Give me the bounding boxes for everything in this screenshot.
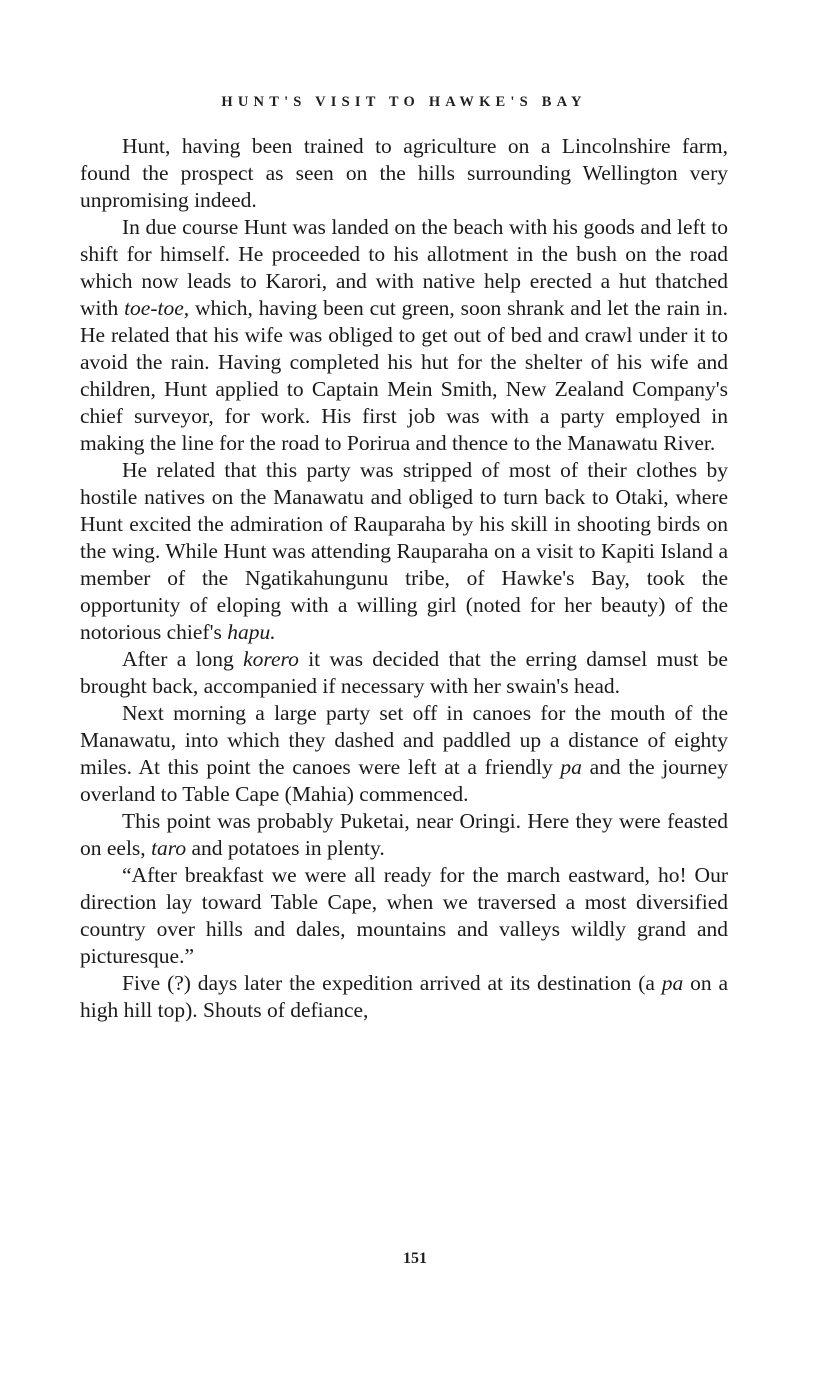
- paragraph-1: [80, 133, 728, 214]
- text-run: and potatoes in plenty.: [186, 836, 385, 860]
- text-run: After a long: [122, 647, 244, 671]
- italic-term: taro: [151, 836, 187, 860]
- paragraph-8: [80, 970, 728, 1024]
- text-run: Next morning a large party set off in canoes for the mouth of the Manawatu, into which they dashed and paddled up a distance of eighty miles. At this point the canoes were left at a friendly: [80, 701, 728, 779]
- text-run: This point was probably Puketai, near Oringi. Here they were feasted on eels,: [80, 809, 728, 860]
- italic-term: pa: [661, 971, 684, 995]
- text-run: “After breakfast we were all ready for the march eastward, ho! Our direction lay toward Table Cape, when we traversed a most diversified country over hills and dales, mountains and valleys wildly grand and picturesque.”: [80, 863, 728, 968]
- text-run: He related that this party was stripped of most of their clothes by hostile natives on the Manawatu and obliged to turn back to Otaki, where Hunt excited the admiration of Rauparaha by his skill in shooting birds on the wing. While Hunt was attending Rauparaha on a visit to Kapiti Island a member of the Ngatikahungunu tribe, of Hawke's Bay, took the opportunity of eloping with a willing girl (noted for her beauty) of the notorious chief's: [80, 458, 728, 644]
- text-run: Hunt, having been trained to agriculture on a Lincolnshire farm, found the prospect as seen on the hills surrounding Wellington very unpromising indeed.: [80, 134, 728, 212]
- book-page: [80, 94, 728, 1024]
- running-head: HUNT'S VISIT TO HAWKE'S BAY: [221, 94, 587, 110]
- italic-term: toe-toe,: [124, 296, 190, 320]
- text-run: and the journey overland to Table Cape (Mahia) commenced.: [80, 755, 728, 806]
- paragraph-5: [80, 700, 728, 808]
- text-run: In due course Hunt was landed on the beach with his goods and left to shift for himself. He proceeded to his allotment in the bush on the road which now leads to Karori, and with native help erected a hut thatched with: [80, 215, 728, 320]
- page-number: 151: [403, 1250, 427, 1267]
- paragraph-2: [80, 214, 728, 457]
- paragraph-6: [80, 808, 728, 862]
- italic-term: pa: [560, 755, 582, 779]
- text-run: on a high hill top). Shouts of defiance,: [80, 971, 728, 1022]
- text-run: which, having been cut green, soon shrank and let the rain in. He related that his wife was obliged to get out of bed and crawl under it to avoid the rain. Having completed his hut for the shelter of his wife and children, Hunt applied to Captain Mein Smith, New Zealand Company's chief surveyor, for work. His first job was with a party employed in making the line for the road to Porirua and thence to the Manawatu River.: [80, 296, 728, 455]
- paragraph-4: [80, 646, 728, 700]
- body-text: [80, 133, 728, 1024]
- text-run: Five (?) days later the expedition arrived at its destination (a: [122, 971, 662, 995]
- italic-term: hapu.: [227, 620, 276, 644]
- italic-term: korero: [243, 647, 299, 671]
- paragraph-7: [80, 862, 728, 970]
- text-run: it was decided that the erring damsel must be brought back, accompanied if necessary with her swain's head.: [80, 647, 728, 698]
- paragraph-3: [80, 457, 728, 646]
